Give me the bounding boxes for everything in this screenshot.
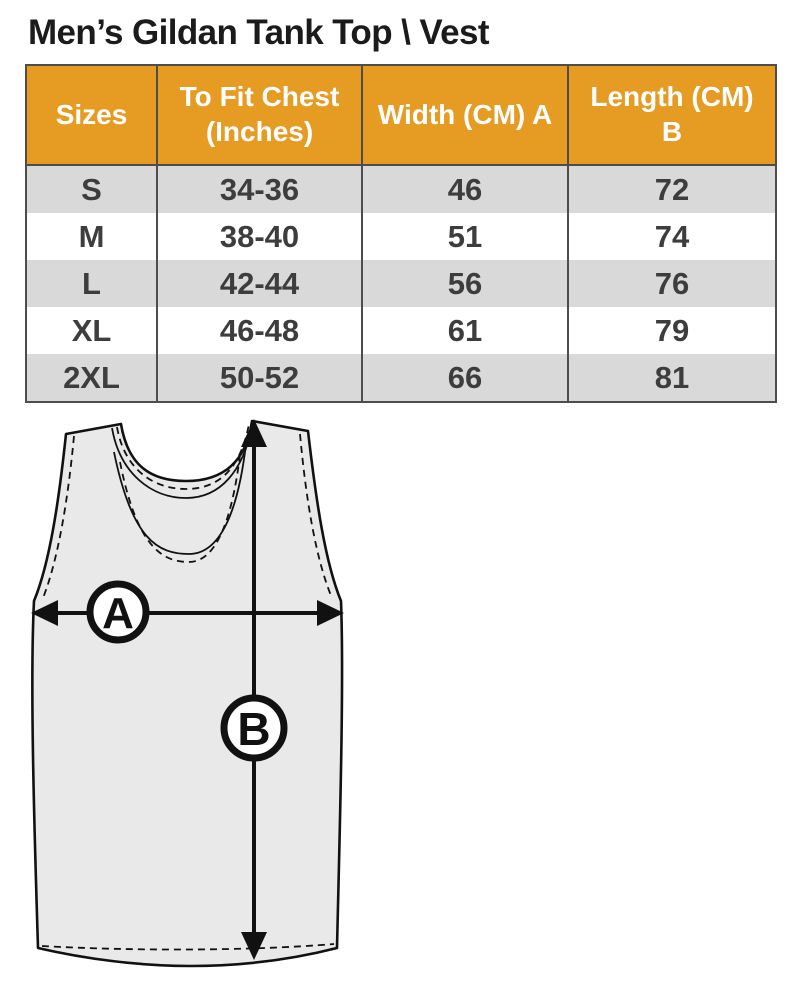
header-line: Width (CM) A (377, 98, 553, 130)
width-cell: 46 (361, 166, 567, 213)
width-cell: 61 (361, 307, 567, 354)
tank-top-diagram (25, 415, 350, 972)
width-cell: 66 (361, 354, 567, 401)
size-chart-table (25, 64, 777, 403)
chest-cell: 50-52 (156, 354, 361, 401)
page-title: Men’s Gildan Tank Top \ Vest (28, 13, 489, 52)
measurement-a-label: A (102, 589, 134, 638)
chest-cell: 34-36 (156, 166, 361, 213)
tank-top-outline (32, 421, 342, 966)
chest-cell: 38-40 (156, 213, 361, 260)
measurement-b-badge (224, 698, 284, 758)
chest-cell: 42-44 (156, 260, 361, 307)
header-line: B (661, 116, 683, 147)
length-cell: 72 (567, 166, 775, 213)
measurement-a-badge (90, 584, 146, 640)
header-cell-length (567, 66, 775, 166)
size-cell: XL (27, 307, 156, 354)
length-cell: 81 (567, 354, 775, 401)
header-cell-width (361, 66, 567, 166)
chest-cell: 46-48 (156, 307, 361, 354)
header-cell-chest (156, 66, 361, 166)
width-cell: 56 (361, 260, 567, 307)
length-cell: 76 (567, 260, 775, 307)
length-cell: 74 (567, 213, 775, 260)
size-cell: 2XL (27, 354, 156, 401)
header-line: Sizes (55, 98, 128, 130)
size-cell: L (27, 260, 156, 307)
header-line: To Fit Chest (179, 81, 340, 113)
measurement-b-label: B (237, 703, 271, 755)
size-cell: M (27, 213, 156, 260)
width-cell: 51 (361, 213, 567, 260)
size-cell: S (27, 166, 156, 213)
header-cell-sizes (27, 66, 156, 166)
header-line: (Inches) (205, 116, 314, 147)
length-cell: 79 (567, 307, 775, 354)
header-line: Length (CM) (590, 81, 754, 113)
